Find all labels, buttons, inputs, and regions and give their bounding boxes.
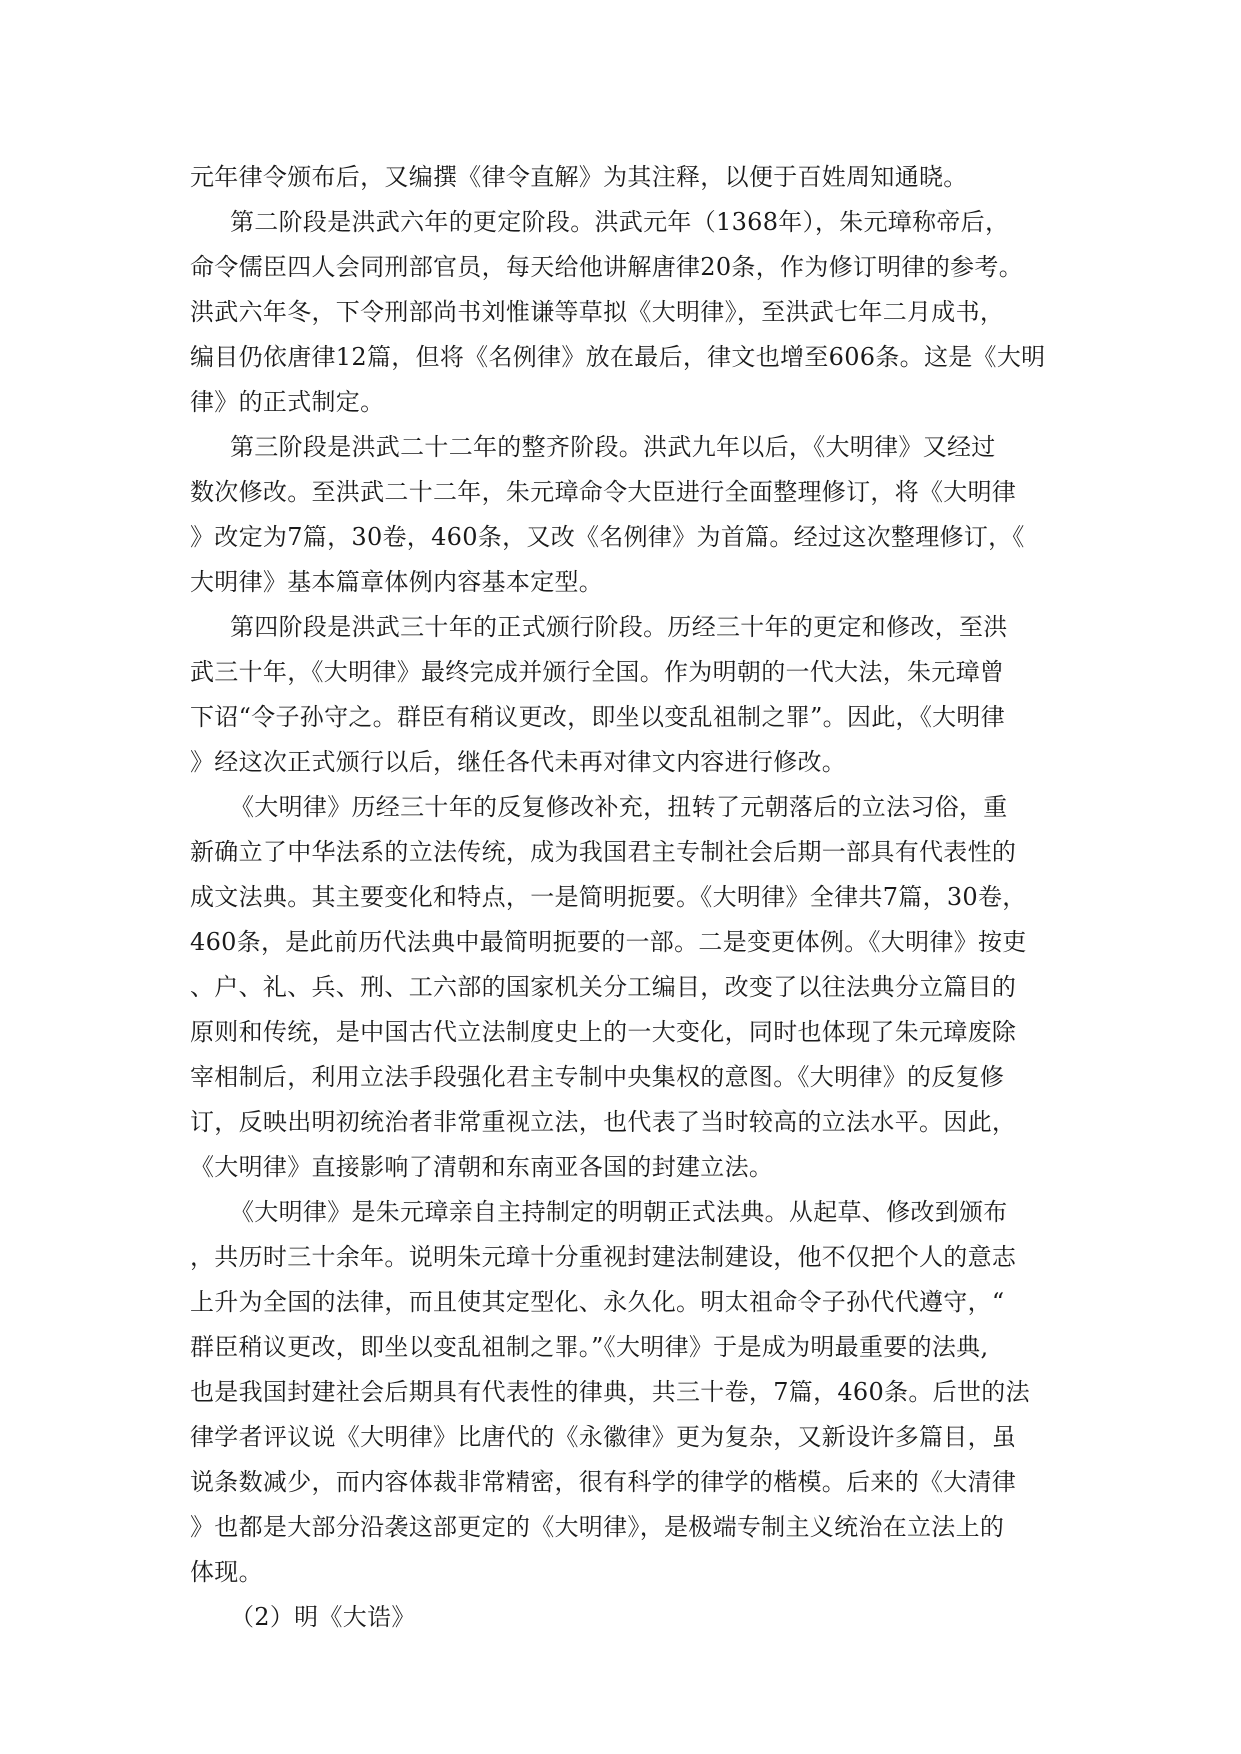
text-line: 律》的正式制定。 <box>190 388 385 416</box>
text-line: 宰相制后，利用立法手段强化君主专制中央集权的意图。《大明律》的反复修 <box>190 1063 1005 1091</box>
text-line: 第二阶段是洪武六年的更定阶段。洪武元年（1368年），朱元璋称帝后， <box>230 208 1010 236</box>
text-line: 《大明律》历经三十年的反复修改补充，扭转了元朝落后的立法习俗，重 <box>230 793 1008 821</box>
text-line: 《大明律》直接影响了清朝和东南亚各国的封建立法。 <box>190 1153 774 1181</box>
text-line: 律学者评议说《大明律》比唐代的《永徽律》更为复杂，又新设许多篇目，虽 <box>190 1423 1017 1451</box>
text-line: 元年律令颁布后，又编撰《律令直解》为其注释，以便于百姓周知通晓。 <box>190 163 968 191</box>
text-line: 460条，是此前历代法典中最简明扼要的一部。二是变更体例。《大明律》按吏 <box>190 928 1027 956</box>
text-line: 、户、礼、兵、刑、工六部的国家机关分工编目，改变了以往法典分立篇目的 <box>190 973 1017 1001</box>
text-line: 第三阶段是洪武二十二年的整齐阶段。洪武九年以后，《大明律》又经过 <box>230 433 996 461</box>
text-line: 命令儒臣四人会同刑部官员，每天给他讲解唐律20条，作为修订明律的参考。 <box>190 253 1024 281</box>
text-line: 》经这次正式颁行以后，继任各代未再对律文内容进行修改。 <box>190 748 847 776</box>
text-line: 下诏“令子孙守之。群臣有稍议更改，即坐以变乱祖制之罪”。因此，《大明律 <box>190 703 1006 731</box>
text-line: 洪武六年冬，下令刑部尚书刘惟谦等草拟《大明律》，至洪武七年二月成书， <box>190 298 1005 326</box>
text-line: 数次修改。至洪武二十二年，朱元璋命令大臣进行全面整理修订，将《大明律 <box>190 478 1017 506</box>
text-line: 《大明律》是朱元璋亲自主持制定的明朝正式法典。从起草、修改到颁布 <box>230 1198 1008 1226</box>
text-line: 群臣稍议更改，即坐以变乱祖制之罪。”《大明律》于是成为明最重要的法典, <box>190 1333 989 1361</box>
text-line: 新确立了中华法系的立法传统，成为我国君主专制社会后期一部具有代表性的 <box>190 838 1017 866</box>
text-line: 武三十年，《大明律》最终完成并颁行全国。作为明朝的一代大法，朱元璋曾 <box>190 658 1005 686</box>
document-body <box>190 155 1065 1640</box>
section-heading: （2）明《大诰》 <box>230 1603 416 1631</box>
text-line: 也是我国封建社会后期具有代表性的律典，共三十卷，7篇，460条。后世的法 <box>190 1378 1030 1406</box>
text-line: 原则和传统，是中国古代立法制度史上的一大变化，同时也体现了朱元璋废除 <box>190 1018 1017 1046</box>
text-line: 成文法典。其主要变化和特点，一是简明扼要。《大明律》全律共7篇，30卷， <box>190 883 1027 911</box>
text-line: 》改定为7篇，30卷，460条，又改《名例律》为首篇。经过这次整理修订，《 <box>190 523 1025 551</box>
text-line: 上升为全国的法律，而且使其定型化、永久化。明太祖命令子孙代代遵守，“ <box>190 1288 1005 1316</box>
text-line: 大明律》基本篇章体例内容基本定型。 <box>190 568 604 596</box>
text-line: ，共历时三十余年。说明朱元璋十分重视封建法制建设，他不仅把个人的意志 <box>190 1243 1017 1271</box>
text-line: 编目仍依唐律12篇，但将《名例律》放在最后，律文也增至606条。这是《大明 <box>190 343 1046 371</box>
text-line: 说条数减少，而内容体裁非常精密，很有科学的律学的楷模。后来的《大清律 <box>190 1468 1017 1496</box>
text-line: 第四阶段是洪武三十年的正式颁行阶段。历经三十年的更定和修改，至洪 <box>230 613 1008 641</box>
text-line: 订，反映出明初统治者非常重视立法，也代表了当时较高的立法水平。因此， <box>190 1108 1017 1136</box>
text-line: 》也都是大部分沿袭这部更定的《大明律》，是极端专制主义统治在立法上的 <box>190 1513 1005 1541</box>
text-line: 体现。 <box>190 1558 263 1586</box>
